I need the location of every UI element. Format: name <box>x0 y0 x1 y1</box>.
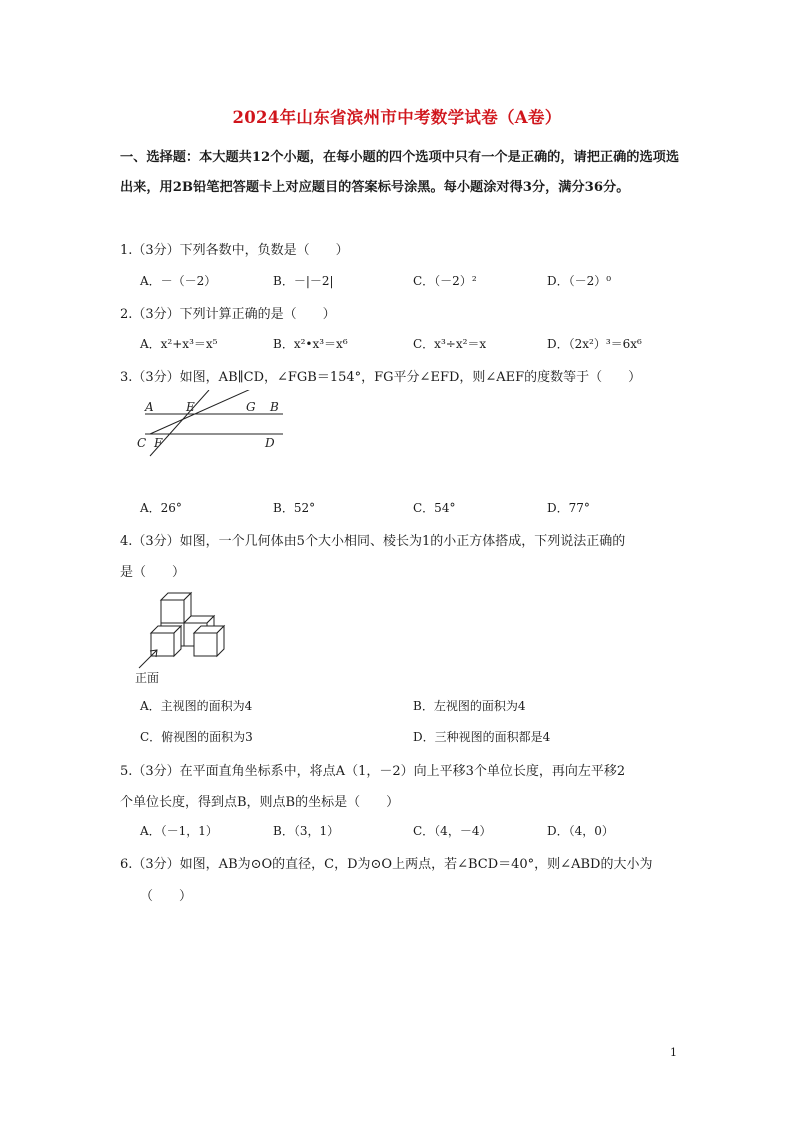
q4-option-c: C．俯视图的面积为3 <box>140 730 253 744</box>
cube-front-face <box>194 633 217 656</box>
label-e: E <box>186 400 195 414</box>
q3-option-c: C．54° <box>413 501 456 515</box>
q5-option-d: D．（4，0） <box>547 824 614 838</box>
label-g: G <box>246 400 256 414</box>
parallel-lines-figure <box>135 390 285 462</box>
label-d: D <box>265 436 275 450</box>
front-view-label: 正面 <box>135 671 160 685</box>
exam-title: 2024年山东省滨州市中考数学试卷（A卷） <box>232 108 562 127</box>
q1-option-c: C．（－2）² <box>413 274 477 288</box>
q1-option-d: D．（－2）⁰ <box>547 274 612 288</box>
question-1-stem: 1.（3分）下列各数中，负数是（ ） <box>120 243 349 258</box>
q2-option-d: D．（2x²）³＝6x⁶ <box>547 337 642 351</box>
q2-option-a: A．x²+x³＝x⁵ <box>140 337 218 351</box>
question-5-stem-line2: 个单位长度，得到点B，则点B的坐标是（ ） <box>120 795 400 810</box>
question-4-stem-line2: 是（ ） <box>120 565 186 580</box>
cube-front-face <box>161 600 184 623</box>
q3-option-d: D．77° <box>547 501 590 515</box>
cubes-figure <box>133 586 238 686</box>
question-3-stem: 3.（3分）如图，AB∥CD，∠FGB＝154°，FG平分∠EFD，则∠AEF的度数等于（ ） <box>120 370 642 385</box>
q1-option-a: A．－（－2） <box>140 274 217 288</box>
label-c: C <box>137 436 147 450</box>
label-b: B <box>270 400 279 414</box>
q2-option-b: B．x²•x³＝x⁶ <box>273 337 348 351</box>
line-fg <box>150 390 253 434</box>
q5-option-a: A．（－1，1） <box>140 824 218 838</box>
section-instructions: 一、选择题：本大题共12个小题，在每小题的四个选项中只有一个是正确的，请把正确的选项选出来，用2B铅笔把答题卡上对应题目的答案标号涂黑。每小题涂对得3分，满分36分。 <box>120 150 680 195</box>
label-f: F <box>154 436 163 450</box>
question-6-stem-line2: （ ） <box>140 889 193 904</box>
q3-option-a: A．26° <box>140 501 182 515</box>
q3-option-b: B．52° <box>273 501 316 515</box>
question-4-stem-line1: 4.（3分）如图，一个几何体由5个大小相同、棱长为1的小正方体搭成，下列说法正确的 <box>120 534 626 549</box>
label-a: A <box>145 400 154 414</box>
question-2-stem: 2.（3分）下列计算正确的是（ ） <box>120 307 336 322</box>
q4-option-d: D．三种视图的面积都是4 <box>413 730 551 744</box>
q2-option-c: C．x³÷x²＝x <box>413 337 487 351</box>
q5-option-b: B．（3，1） <box>273 824 340 838</box>
page-number: 1 <box>670 1046 677 1059</box>
question-5-stem-line1: 5.（3分）在平面直角坐标系中，将点A（1，－2）向上平移3个单位长度，再向左平移2 <box>120 764 626 779</box>
q5-option-c: C．（4，－4） <box>413 824 492 838</box>
q4-option-b: B．左视图的面积为4 <box>413 699 526 713</box>
front-arrow <box>139 650 157 668</box>
question-6-stem-line1: 6.（3分）如图，AB为⊙O的直径，C，D为⊙O上两点，若∠BCD＝40°，则∠ABD的大小为 <box>120 857 653 872</box>
q1-option-b: B．－|－2| <box>273 274 334 288</box>
q4-option-a: A．主视图的面积为4 <box>140 699 253 713</box>
